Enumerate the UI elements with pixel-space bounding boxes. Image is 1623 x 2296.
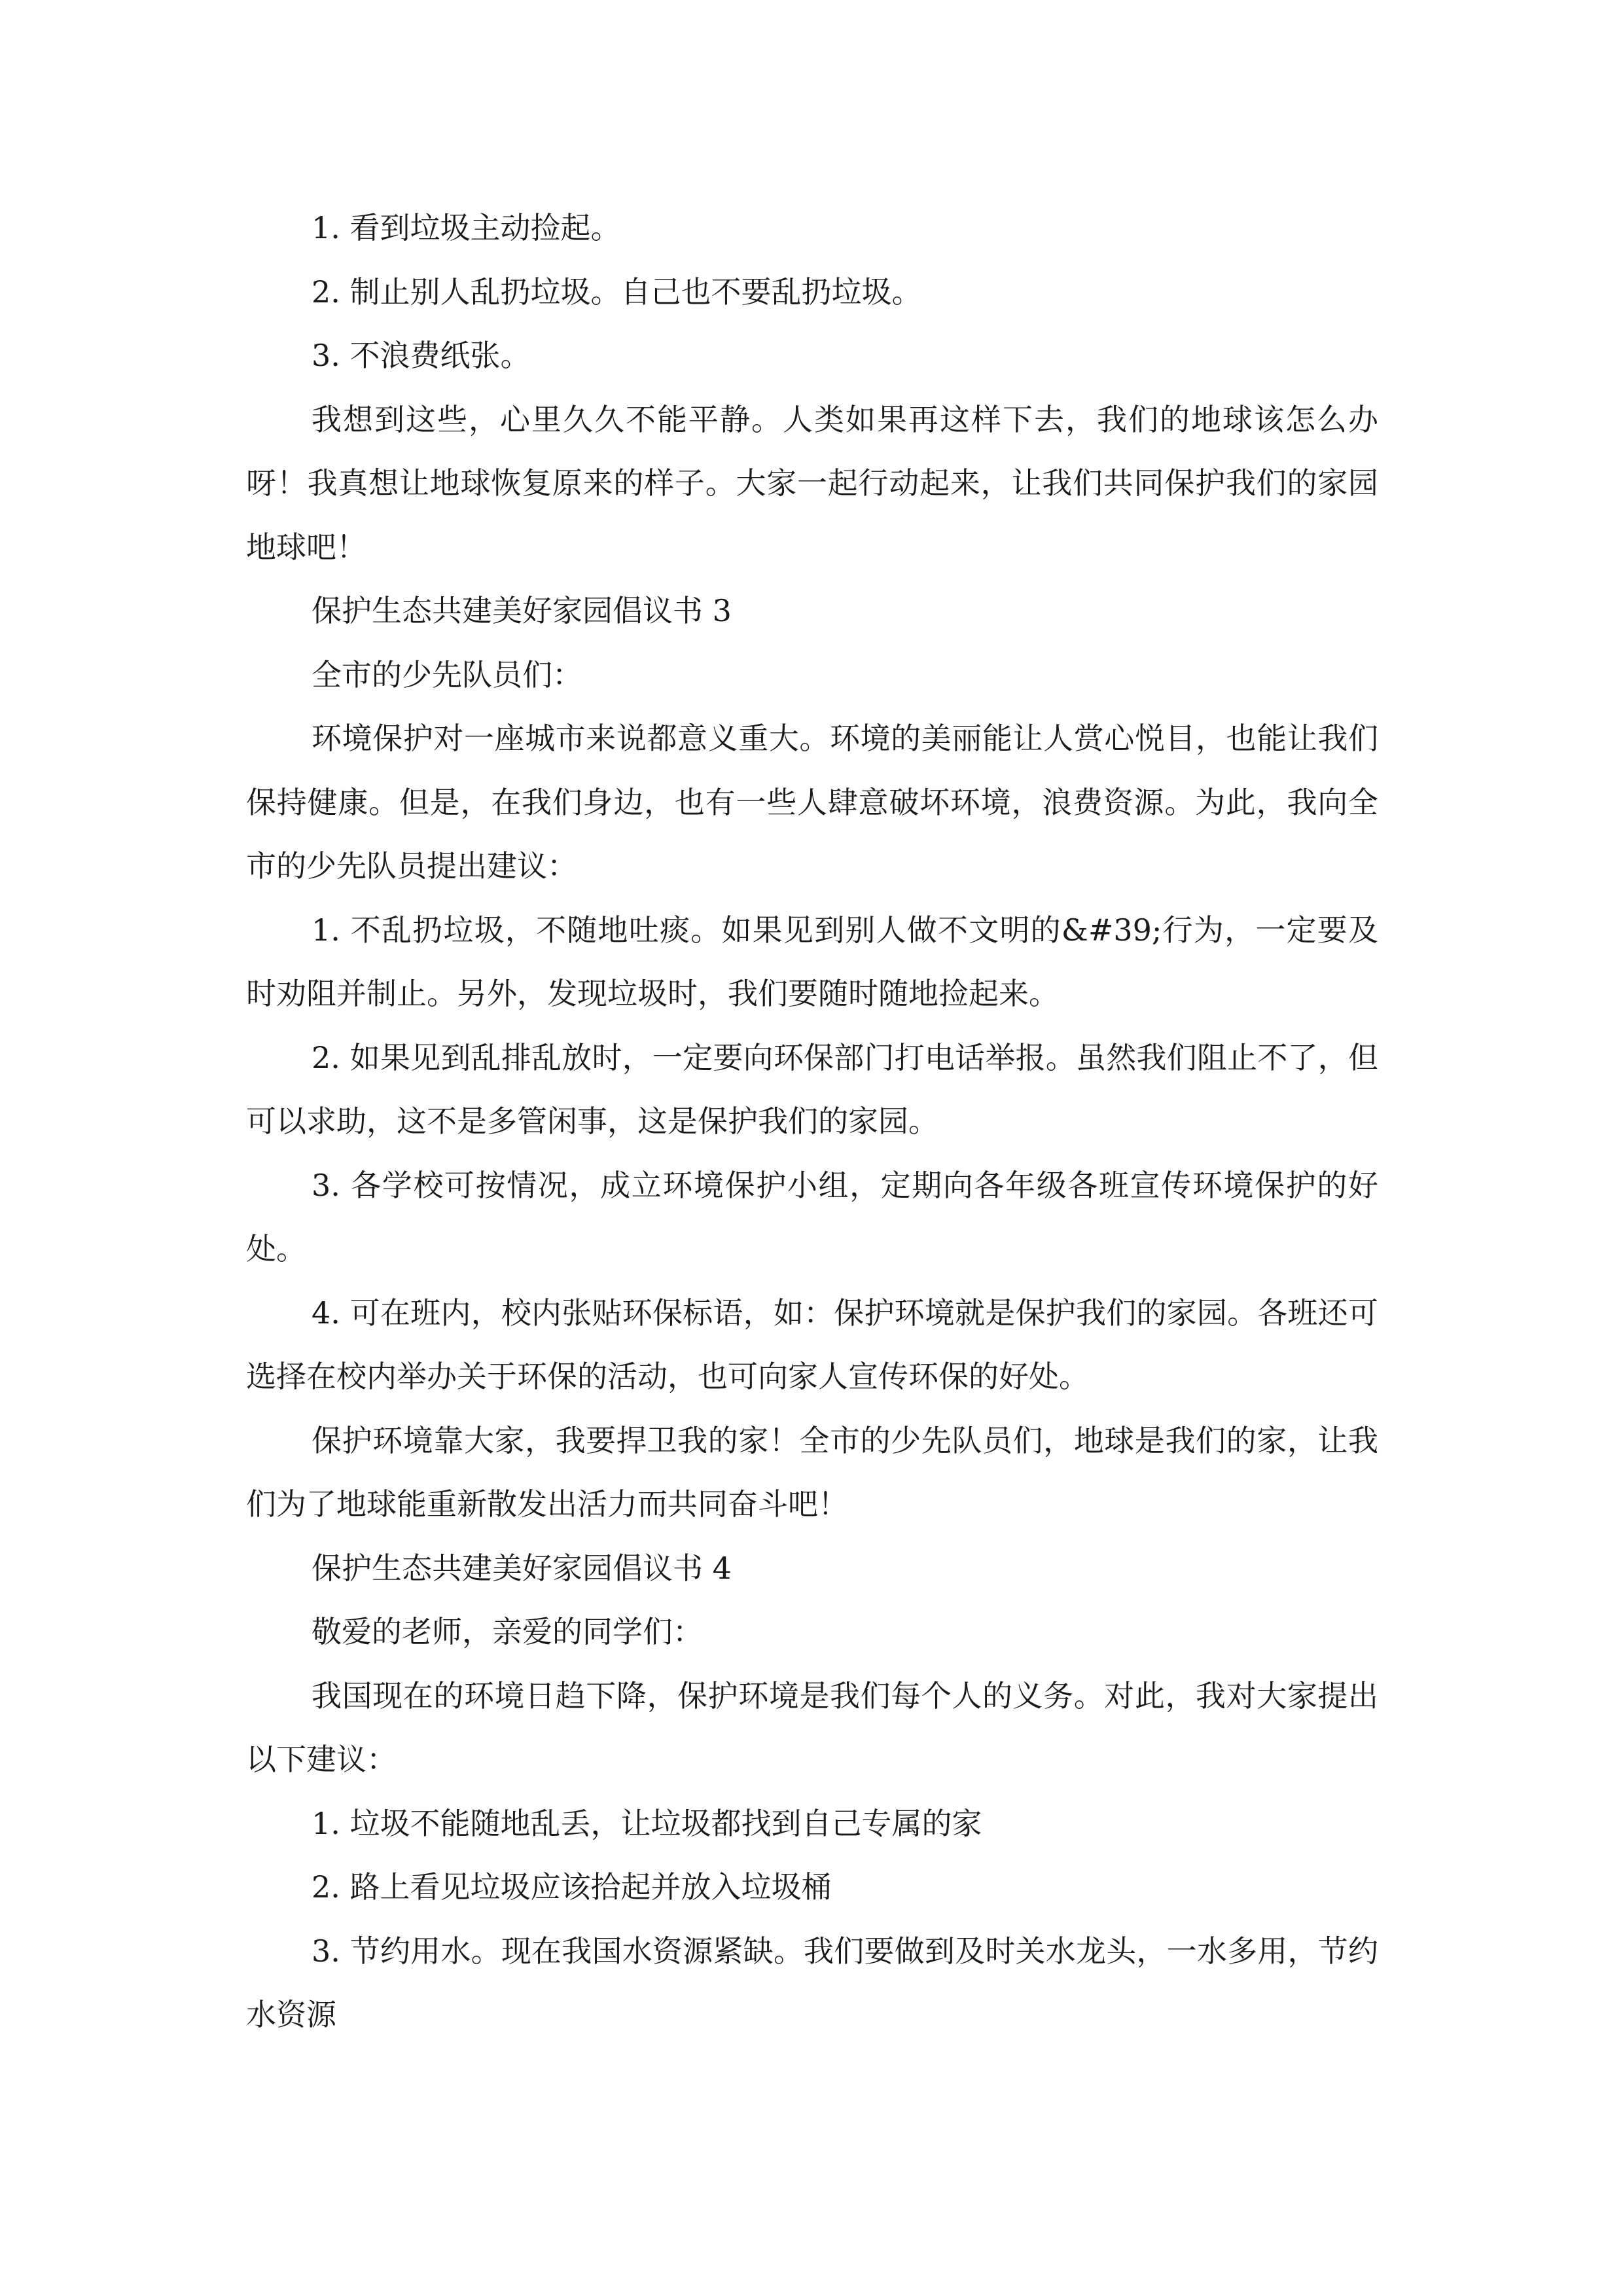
list-item: 2. 制止别人乱扔垃圾。自己也不要乱扔垃圾。 (312, 274, 922, 310)
list-item: 3. 节约用水。现在我国水资源紧缺。我们要做到及时关水龙头，一水多用，节约水资源 (246, 1933, 1378, 2032)
list-item: 4. 可在班内，校内张贴环保标语，如：保护环境就是保护我们的家园。各班还可选择在校内举办关于环保的活动，也可向家人宣传环保的好处。 (246, 1295, 1378, 1394)
document-body (246, 196, 1378, 2047)
body-paragraph: 保护环境靠大家，我要捍卫我的家！全市的少先队员们，地球是我们的家，让我们为了地球能重新散发出活力而共同奋斗吧！ (246, 1422, 1378, 1522)
list-item: 3. 各学校可按情况，成立环境保护小组，定期向各年级各班宣传环境保护的好处。 (246, 1167, 1378, 1266)
section-heading: 保护生态共建美好家园倡议书 3 (312, 593, 732, 628)
salutation: 全市的少先队员们： (312, 656, 582, 692)
body-paragraph: 环境保护对一座城市来说都意义重大。环境的美丽能让人赏心悦目，也能让我们保持健康。但是，在我们身边，也有一些人肆意破坏环境，浪费资源。为此，我向全市的少先队员提出建议： (246, 721, 1378, 884)
section-heading: 保护生态共建美好家园倡议书 4 (312, 1550, 732, 1586)
list-item: 1. 垃圾不能随地乱丢，让垃圾都找到自己专属的家 (312, 1805, 982, 1841)
list-item: 2. 如果见到乱排乱放时，一定要向环保部门打电话举报。虽然我们阻止不了，但可以求助，这不是多管闲事，这是保护我们的家园。 (246, 1039, 1378, 1139)
body-paragraph: 我国现在的环境日趋下降，保护环境是我们每个人的义务。对此，我对大家提出以下建议： (246, 1677, 1378, 1777)
body-paragraph: 我想到这些，心里久久不能平静。人类如果再这样下去，我们的地球该怎么办呀！我真想让地球恢复原来的样子。大家一起行动起来，让我们共同保护我们的家园地球吧！ (246, 401, 1378, 565)
salutation: 敬爱的老师，亲爱的同学们： (312, 1614, 703, 1649)
list-item: 2. 路上看见垃圾应该拾起并放入垃圾桶 (312, 1869, 832, 1905)
list-item: 3. 不浪费纸张。 (312, 338, 531, 373)
list-item: 1. 不乱扔垃圾，不随地吐痰。如果见到别人做不文明的&#39;行为，一定要及时劝阻并制止。另外，发现垃圾时，我们要随时随地捡起来。 (246, 912, 1378, 1011)
list-item: 1. 看到垃圾主动捡起。 (312, 210, 621, 245)
